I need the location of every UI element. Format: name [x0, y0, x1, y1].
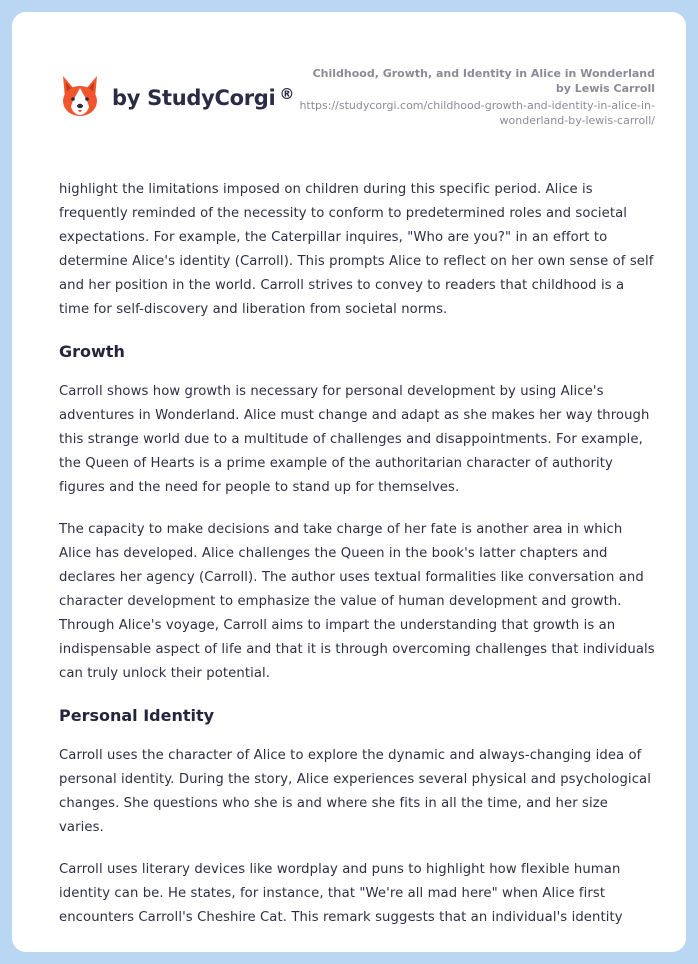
paragraph: The capacity to make decisions and take charge of her fate is another area in which Alice has developed. Alice challenges the Queen in the book's latter chapters and declares her agency (Carroll). The author uses textual formalities like conversation and character development to emphasize the value of human development and growth. Through Alice's voyage, Carroll aims to impart the understanding that growth is an indispensable aspect of life and that it is through overcoming challenges that individuals can truly unlock their potential.: [59, 522, 655, 681]
document-body: [59, 178, 657, 948]
paragraph: Carroll shows how growth is necessary for personal development by using Alice's adventures in Wonderland. Alice must change and adapt as she makes her way through this strange world due to a multitude of challenges and disappointments. For example, the Queen of Hearts is a prime example of the authoritarian character of authority figures and the need for people to stand up for themselves.: [59, 384, 650, 495]
paragraph: Carroll uses the character of Alice to explore the dynamic and always-changing idea of personal identity. During the story, Alice experiences several physical and psychological changes. She questions who she is and where she fits in all the time, and her size varies.: [59, 748, 651, 835]
brand-name: by StudyCorgi ®: [112, 85, 295, 110]
page-header: [12, 12, 686, 162]
studycorgi-logo[interactable]: [60, 74, 294, 118]
document-page: [12, 12, 686, 952]
document-url[interactable]: https://studycorgi.com/childhood-growth-and-identity-in-alice-in-wonderland-by-lewis-carroll/: [299, 99, 655, 127]
section-heading-growth: Growth: [59, 342, 125, 361]
corgi-icon: [60, 74, 100, 118]
document-title: Childhood, Growth, and Identity in Alice in Wonderland by Lewis Carroll: [312, 67, 655, 95]
registered-mark: ®: [279, 85, 295, 103]
paragraph: highlight the limitations imposed on children during this specific period. Alice is frequently reminded of the necessity to conform to predetermined roles and societal expectations. For example, the Caterpillar inquires, "Who are you?" in an effort to determine Alice's identity (Carroll). This prompts Alice to reflect on her own sense of self and her position in the world. Carroll strives to convey to readers that childhood is a time for self-discovery and liberation from societal norms.: [59, 182, 654, 317]
section-heading-personal-identity: Personal Identity: [59, 706, 215, 725]
document-meta: [295, 66, 655, 128]
paragraph: Carroll uses literary devices like wordplay and puns to highlight how flexible human identity can be. He states, for instance, that "We're all mad here" when Alice first encounters Carroll's Cheshire Cat. This remark suggests that an individual's identity: [59, 862, 623, 925]
